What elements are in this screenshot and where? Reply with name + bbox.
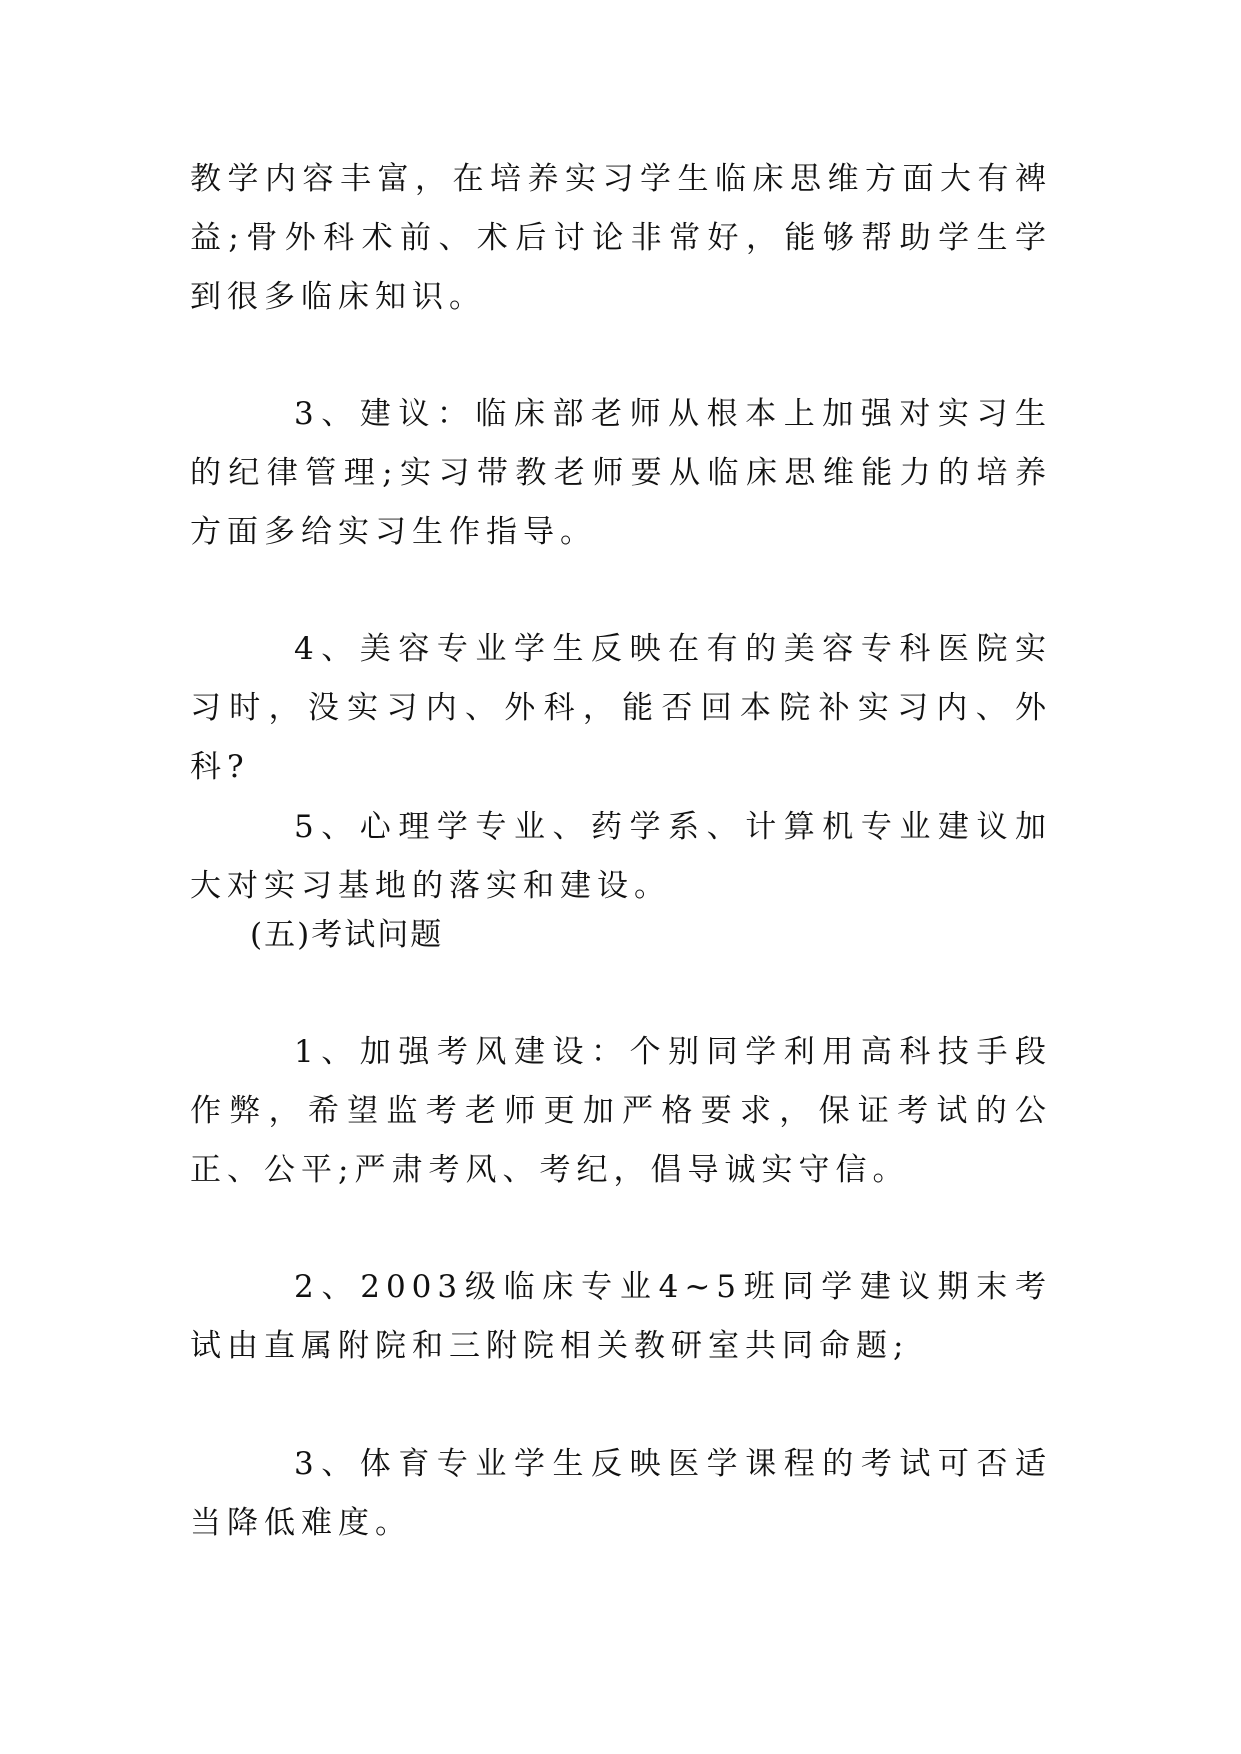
paragraph-psychology-5: 5、心理学专业、药学系、计算机专业建议加大对实习基地的落实和建设。 xyxy=(190,809,1052,904)
section-heading-exam-issues: (五)考试问题 xyxy=(250,917,444,953)
paragraph-exam-3: 3、体育专业学生反映医学课程的考试可否适当降低难度。 xyxy=(190,1446,1052,1541)
paragraph-teaching-content: 教学内容丰富，在培养实习学生临床思维方面大有裨益;骨外科术前、术后讨论非常好，能够帮助学生学到很多临床知识。 xyxy=(190,161,1052,315)
paragraph-exam-1: 1、加强考风建设：个别同学利用高科技手段作弊，希望监考老师更加严格要求，保证考试的公正、公平;严肃考风、考纪，倡导诚实守信。 xyxy=(190,1034,1052,1188)
paragraph-suggestion-3: 3、建议：临床部老师从根本上加强对实习生的纪律管理;实习带教老师要从临床思维能力的培养方面多给实习生作指导。 xyxy=(190,396,1052,550)
paragraph-exam-2: 2、2003级临床专业4~5班同学建议期末考试由直属附院和三附院相关教研室共同命题; xyxy=(190,1269,1052,1364)
paragraph-cosmetology-4: 4、美容专业学生反映在有的美容专科医院实习时，没实习内、外科，能否回本院补实习内、外科? xyxy=(190,631,1052,785)
